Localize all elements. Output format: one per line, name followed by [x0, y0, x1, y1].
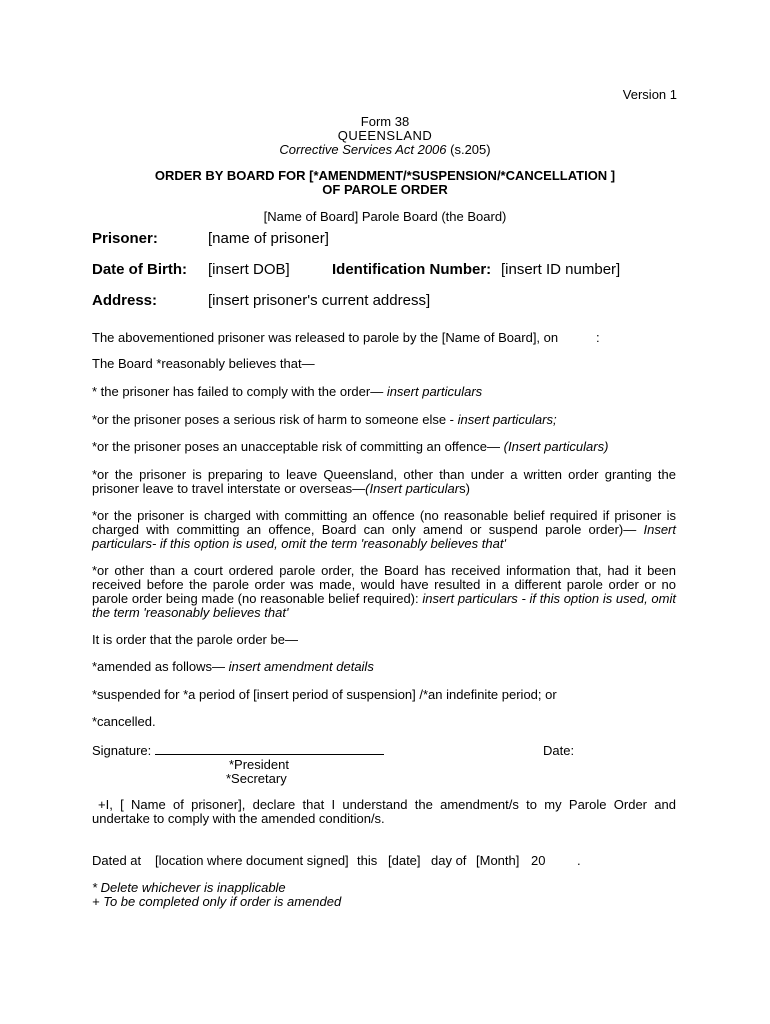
ground-text: *or the prisoner poses an unacceptable risk of committing an offence— — [92, 439, 504, 454]
dated-at-label: Dated at — [92, 853, 142, 868]
ground-particulars: insert particulars; — [457, 412, 557, 427]
ground-text: *or the prisoner poses a serious risk of harm to someone else - — [92, 412, 458, 427]
released-statement: The abovementioned prisoner was released to parole by the [Name of Board], on — [92, 330, 559, 345]
date-label: Date: — [543, 743, 575, 758]
title-line-2: OF PAROLE ORDER — [322, 182, 448, 197]
address-value: [insert prisoner's current address] — [208, 292, 431, 309]
signature-label: Signature: — [92, 743, 152, 758]
board-line: [Name of Board] Parole Board (the Board) — [263, 209, 507, 224]
dob-value: [insert DOB] — [208, 261, 290, 278]
signature-line[interactable] — [155, 743, 384, 755]
dated-end: . — [577, 853, 581, 868]
ground-failed-to-comply — [92, 385, 676, 399]
president-option: *President — [229, 757, 289, 772]
option-details: insert amendment details — [228, 659, 374, 674]
ground-risk-of-harm — [92, 413, 676, 427]
order-statement: It is order that the parole order be— — [92, 632, 298, 647]
ground-text: *or the prisoner is charged with committing an offence (no reasonable belief required if prisoner is charged with committing an offence, Board can only amend or suspend parole order)— — [92, 508, 676, 537]
ground-charged-with-offence — [92, 509, 676, 551]
year-prefix: 20 — [531, 853, 546, 868]
option-cancelled: *cancelled. — [92, 714, 156, 729]
ground-risk-of-offence — [92, 440, 676, 454]
act-section: (s.205) — [450, 142, 491, 157]
ground-leaving-queensland — [92, 468, 676, 496]
version-label: Version 1 — [622, 87, 677, 102]
dob-label: Date of Birth: — [92, 261, 187, 278]
date-placeholder: [date] — [388, 853, 421, 868]
ground-new-information — [92, 564, 676, 620]
day-of-label: day of — [431, 853, 467, 868]
prisoner-label: Prisoner: — [92, 230, 158, 247]
footnote-delete: * Delete whichever is inapplicable — [92, 880, 286, 895]
title-line-1: ORDER BY BOARD FOR [*AMENDMENT/*SUSPENSION/*CANCELLATION ] — [154, 168, 616, 183]
act-reference — [92, 142, 678, 157]
believes-statement: The Board *reasonably believes that— — [92, 356, 315, 371]
ground-text: *or the prisoner is preparing to leave Queensland, other than under a written order granting the prisoner leave to travel interstate or overseas— — [92, 467, 676, 496]
option-suspended: *suspended for *a period of [insert period of suspension] /*an indefinite period; or — [92, 687, 557, 702]
ground-text-end: s) — [459, 481, 470, 496]
prisoner-value: [name of prisoner] — [208, 230, 329, 247]
footnote-amended: + To be completed only if order is amended — [92, 894, 342, 909]
id-label: Identification Number: — [332, 261, 492, 278]
secretary-option: *Secretary — [226, 771, 287, 786]
prisoner-declaration: +I, [ Name of prisoner], declare that I understand the amendment/s to my Parole Order and undertake to comply with the amended condition/s. — [92, 797, 676, 826]
released-colon: : — [596, 330, 600, 345]
ground-particulars: insert particulars — [386, 384, 483, 399]
ground-particulars: (Insert particulars) — [503, 439, 609, 454]
form-number: Form 38 — [360, 114, 410, 129]
ground-particulars: insert particulars - if this option is used, omit the term 'reasonably believes that' — [92, 591, 676, 620]
ground-text: * the prisoner has failed to comply with the order— — [92, 384, 387, 399]
ground-particulars: (Insert particular — [365, 481, 460, 496]
ground-text: *or other than a court ordered parole order, the Board has received information that, had it been received before the parole order was made, would have resulted in a different parole order or no parole order being made (no reasonable belief required): — [92, 563, 676, 606]
address-label: Address: — [92, 292, 158, 309]
act-title: Corrective Services Act 2006 — [279, 142, 447, 157]
option-amended — [92, 660, 676, 674]
ground-particulars: Insert particulars- if this option is used, omit the term 'reasonably believes that' — [92, 522, 676, 551]
state-name: QUEENSLAND — [337, 128, 433, 143]
document-title — [92, 169, 678, 197]
signature-row — [92, 743, 384, 758]
id-value: [insert ID number] — [501, 261, 621, 278]
location-placeholder: [location where document signed] — [155, 853, 349, 868]
this-label: this — [357, 853, 378, 868]
month-placeholder: [Month] — [476, 853, 520, 868]
option-text: *amended as follows— — [92, 659, 229, 674]
